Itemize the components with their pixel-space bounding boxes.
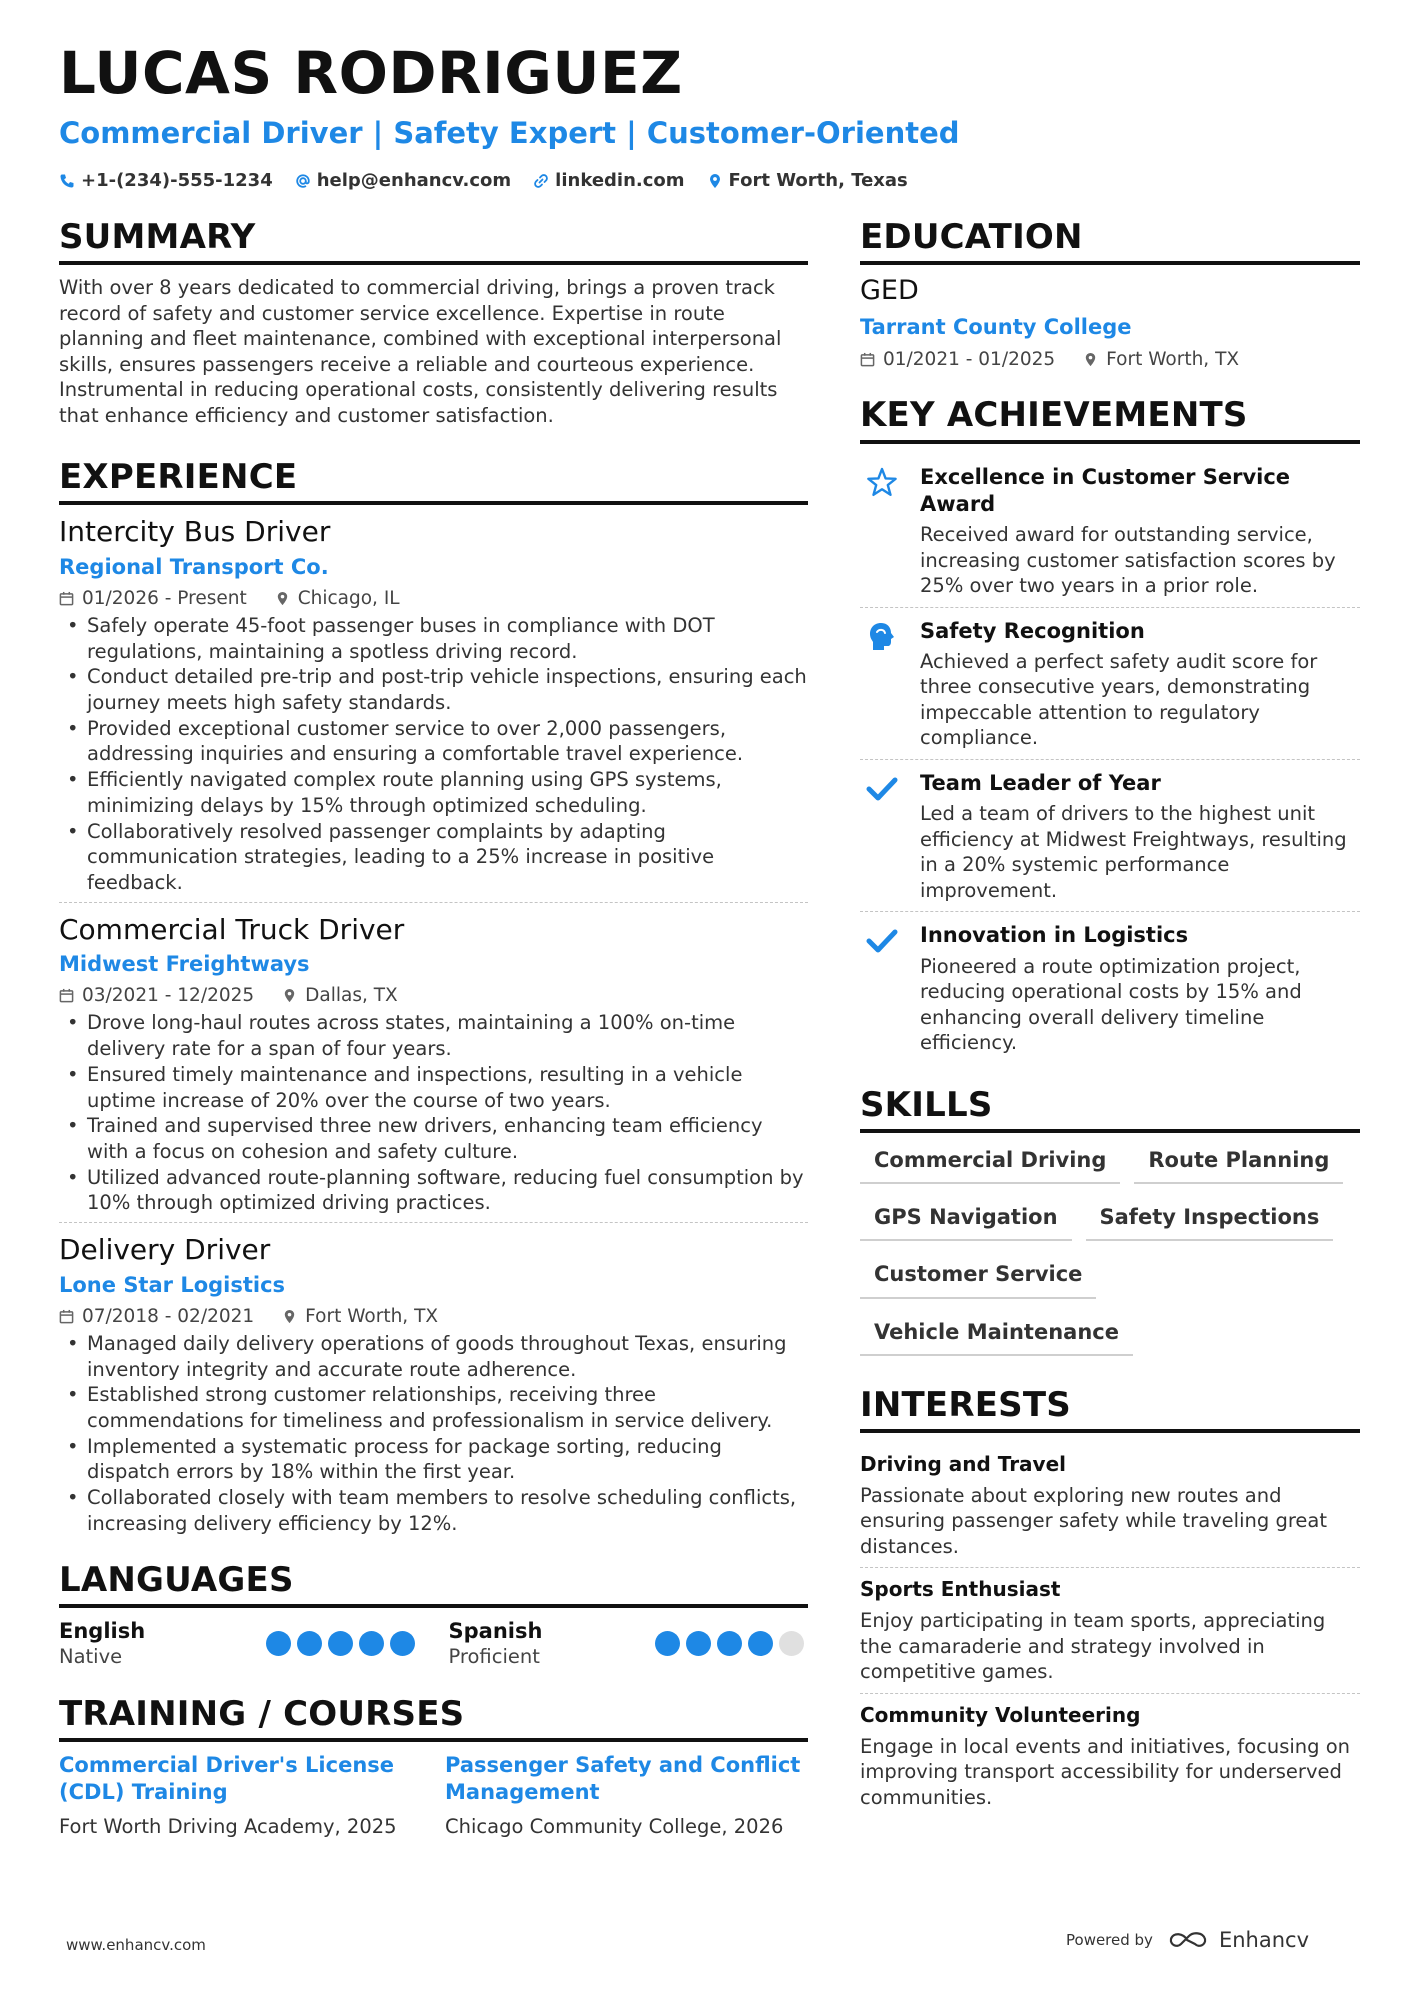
job-bullet: • Safely operate 45-foot passenger buses in compliance with DOT regulations, maintaining a spotless driving record.: [59, 613, 808, 664]
job-title: Intercity Bus Driver: [59, 515, 331, 549]
job-bullet: • Ensured timely maintenance and inspections, resulting in a vehicle uptime increase of 20% over the course of two years.: [59, 1062, 808, 1113]
achievement-item: [860, 911, 1360, 1063]
footer-brand-name: Enhancv: [1218, 1928, 1309, 1952]
language-level: Proficient: [448, 1644, 540, 1668]
achievement-item: [860, 454, 1360, 607]
enhancv-logo: [1167, 1928, 1309, 1952]
job-bullet: • Implemented a systematic process for package sorting, reducing dispatch errors by 18% within the first year.: [59, 1434, 808, 1485]
languages-list: [59, 1618, 808, 1670]
job-bullet: • Provided exceptional customer service to over 2,000 passengers, addressing inquiries and ensuring a comfortable travel experience.: [59, 716, 808, 767]
job-meta: [59, 985, 808, 1006]
course-item: [445, 1752, 805, 1839]
candidate-name: LUCAS RODRIGUEZ: [59, 39, 683, 107]
job-company: Midwest Freightways: [59, 952, 310, 977]
contact-bar: [59, 170, 908, 191]
contact-email[interactable]: [295, 170, 511, 191]
rating-dot-empty: [779, 1631, 804, 1656]
job-entry: [59, 1222, 808, 1542]
location-pin-icon: [282, 988, 297, 1003]
language-level: Native: [59, 1644, 123, 1668]
interest-title: Driving and Travel: [860, 1451, 1067, 1476]
interest-desc: Passionate about exploring new routes and ensuring passenger safety while traveling great distances.: [860, 1483, 1328, 1558]
check-icon: [865, 772, 899, 806]
course-provider: Chicago Community College, 2026: [445, 1815, 784, 1839]
interest-desc: Enjoy participating in team sports, appreciating the camaraderie and strategy involved in competitive games.: [860, 1609, 1326, 1684]
phone-icon: [59, 173, 75, 189]
footer-brand[interactable]: [1066, 1928, 1309, 1952]
left-column: [59, 218, 808, 1840]
interest-desc: Engage in local events and initiatives, focusing on improving transport accessibility for underserved communities.: [860, 1734, 1351, 1809]
job-title: Delivery Driver: [59, 1233, 271, 1267]
right-column: [860, 218, 1360, 1818]
education-degree: GED: [860, 275, 919, 307]
skills-list: [860, 1147, 1360, 1356]
job-bullets: [59, 613, 808, 896]
summary-text: With over 8 years dedicated to commercial driving, brings a proven track record of safety and customer service excellence. Expertise in route planning and fleet maintenance, combined with exceptional interpersonal skills, ensures passengers receive a reliable and courteous experience. Instrumental in reducing operational costs, consistently delivering results that enhance efficiency and customer satisfaction.: [59, 276, 782, 427]
job-location: Fort Worth, TX: [305, 1305, 439, 1327]
language-name: Spanish: [448, 1618, 543, 1643]
at-icon: [295, 173, 311, 189]
language-item: [59, 1618, 419, 1670]
job-dates: 03/2021 - 12/2025: [82, 985, 255, 1007]
skill-tag: Route Planning: [1134, 1147, 1343, 1184]
language-item: [449, 1618, 809, 1670]
job-company: Lone Star Logistics: [59, 1272, 286, 1297]
contact-linkedin[interactable]: [533, 170, 684, 191]
rating-dot-filled: [297, 1631, 322, 1656]
courses-list: [59, 1752, 808, 1839]
achievements-title: KEY ACHIEVEMENTS: [860, 396, 1360, 443]
course-provider: Fort Worth Driving Academy, 2025: [59, 1815, 397, 1839]
course-title: Commercial Driver's License (CDL) Training: [59, 1753, 395, 1805]
head-icon: [865, 620, 899, 654]
course-item: [59, 1752, 419, 1839]
contact-email-text: help@enhancv.com: [316, 170, 512, 191]
job-entry: [59, 902, 808, 1222]
job-company: Regional Transport Co.: [59, 554, 329, 579]
job-bullet: • Established strong customer relationships, receiving three commendations for timeliness and professionalism in service delivery.: [59, 1382, 808, 1433]
achievement-title: Team Leader of Year: [920, 770, 1161, 795]
skill-tag: Commercial Driving: [860, 1147, 1120, 1184]
achievement-title: Excellence in Customer Service Award: [920, 464, 1291, 516]
job-meta: [59, 1306, 808, 1327]
job-bullet: • Trained and supervised three new drivers, enhancing team efficiency with a focus on cohesion and safety culture.: [59, 1113, 808, 1164]
job-title: Commercial Truck Driver: [59, 912, 405, 946]
candidate-tagline: Commercial Driver | Safety Expert | Customer-Oriented: [59, 116, 960, 150]
education-title: EDUCATION: [860, 218, 1360, 265]
calendar-icon: [59, 988, 74, 1003]
interests-title: INTERESTS: [860, 1386, 1360, 1433]
job-bullet: • Efficiently navigated complex route planning using GPS systems, minimizing delays by 15% through optimized scheduling.: [59, 767, 808, 818]
skills-title: SKILLS: [860, 1086, 1360, 1133]
calendar-icon: [59, 591, 74, 606]
job-bullet: • Collaborated closely with team members to resolve scheduling conflicts, increasing delivery efficiency by 12%.: [59, 1485, 808, 1536]
location-pin-icon: [707, 173, 723, 189]
job-bullets: [59, 1010, 808, 1216]
star-icon: [865, 466, 899, 500]
achievement-title: Safety Recognition: [920, 618, 1145, 643]
education-school: Tarrant County College: [860, 315, 1132, 340]
rating-dot-filled: [686, 1631, 711, 1656]
location-pin-icon: [282, 1309, 297, 1324]
calendar-icon: [59, 1309, 74, 1324]
job-bullets: [59, 1331, 808, 1537]
footer-url[interactable]: www.enhancv.com: [66, 1936, 206, 1954]
contact-location: [707, 170, 908, 191]
languages-title: LANGUAGES: [59, 1561, 808, 1608]
calendar-icon: [860, 352, 875, 367]
rating-dot-filled: [266, 1631, 291, 1656]
job-bullet: • Collaboratively resolved passenger complaints by adapting communication strategies, leading to a 25% increase in positive feedback.: [59, 819, 808, 896]
interest-title: Community Volunteering: [860, 1702, 1141, 1727]
interest-item: [860, 1567, 1360, 1693]
interest-item: [860, 1693, 1360, 1819]
achievement-desc: Led a team of drivers to the highest unit efficiency at Midwest Freightways, resulting in a 20% systemic performance improvement.: [920, 802, 1347, 902]
contact-location-text: Fort Worth, Texas: [728, 170, 908, 191]
contact-phone[interactable]: [59, 170, 273, 191]
achievement-desc: Pioneered a route optimization project, reducing operational costs by 15% and enhancing overall delivery timeline efficiency.: [920, 954, 1302, 1055]
achievement-item: [860, 759, 1360, 911]
skill-tag: Customer Service: [860, 1261, 1096, 1298]
location-pin-icon: [275, 591, 290, 606]
skill-tag: GPS Navigation: [860, 1204, 1072, 1241]
location-pin-icon: [1083, 352, 1098, 367]
training-title: TRAINING / COURSES: [59, 1695, 808, 1742]
link-icon: [533, 173, 549, 189]
contact-phone-text: +1-(234)-555-1234: [81, 170, 273, 191]
footer-powered-by: Powered by: [1066, 1931, 1153, 1949]
experience-title: EXPERIENCE: [59, 458, 808, 505]
job-bullet: • Managed daily delivery operations of goods throughout Texas, ensuring inventory integrity and accurate route adherence.: [59, 1331, 808, 1382]
education-location: Fort Worth, TX: [1106, 349, 1240, 371]
job-dates: 01/2026 - Present: [82, 587, 247, 609]
achievement-desc: Received award for outstanding service, increasing customer satisfaction scores by 25% over two years in a prior role.: [920, 523, 1336, 598]
achievement-title: Innovation in Logistics: [920, 923, 1189, 948]
job-meta: [59, 588, 808, 609]
rating-dot-filled: [717, 1631, 742, 1656]
job-bullet: • Conduct detailed pre-trip and post-trip vehicle inspections, ensuring each journey meets high safety standards.: [59, 664, 808, 715]
enhancv-logo-icon: [1167, 1929, 1211, 1951]
rating-dot-filled: [359, 1631, 384, 1656]
interest-title: Sports Enthusiast: [860, 1577, 1061, 1602]
education-meta: [860, 349, 1360, 370]
summary-title: SUMMARY: [59, 218, 808, 265]
skill-tag: Vehicle Maintenance: [860, 1319, 1133, 1356]
skill-tag: Safety Inspections: [1086, 1204, 1334, 1241]
rating-dot-filled: [655, 1631, 680, 1656]
language-rating: [655, 1631, 804, 1656]
check-icon: [865, 924, 899, 958]
achievement-item: [860, 607, 1360, 759]
rating-dot-filled: [748, 1631, 773, 1656]
language-name: English: [59, 1618, 146, 1643]
job-dates: 07/2018 - 02/2021: [82, 1305, 255, 1327]
language-rating: [266, 1631, 415, 1656]
education-dates: 01/2021 - 01/2025: [883, 349, 1056, 371]
interest-item: [860, 1443, 1360, 1568]
job-entry: [59, 515, 808, 902]
achievement-desc: Achieved a perfect safety audit score for three consecutive years, demonstrating impeccable attention to regulatory compliance.: [920, 649, 1318, 750]
job-bullet: • Drove long-haul routes across states, maintaining a 100% on-time delivery rate for a span of four years.: [59, 1010, 808, 1061]
job-bullet: • Utilized advanced route-planning software, reducing fuel consumption by 10% through optimized driving practices.: [59, 1165, 808, 1216]
job-location: Dallas, TX: [305, 985, 398, 1007]
rating-dot-filled: [390, 1631, 415, 1656]
course-title: Passenger Safety and Conflict Management: [445, 1753, 801, 1805]
rating-dot-filled: [328, 1631, 353, 1656]
job-location: Chicago, IL: [297, 587, 400, 609]
contact-linkedin-text: linkedin.com: [555, 170, 685, 191]
